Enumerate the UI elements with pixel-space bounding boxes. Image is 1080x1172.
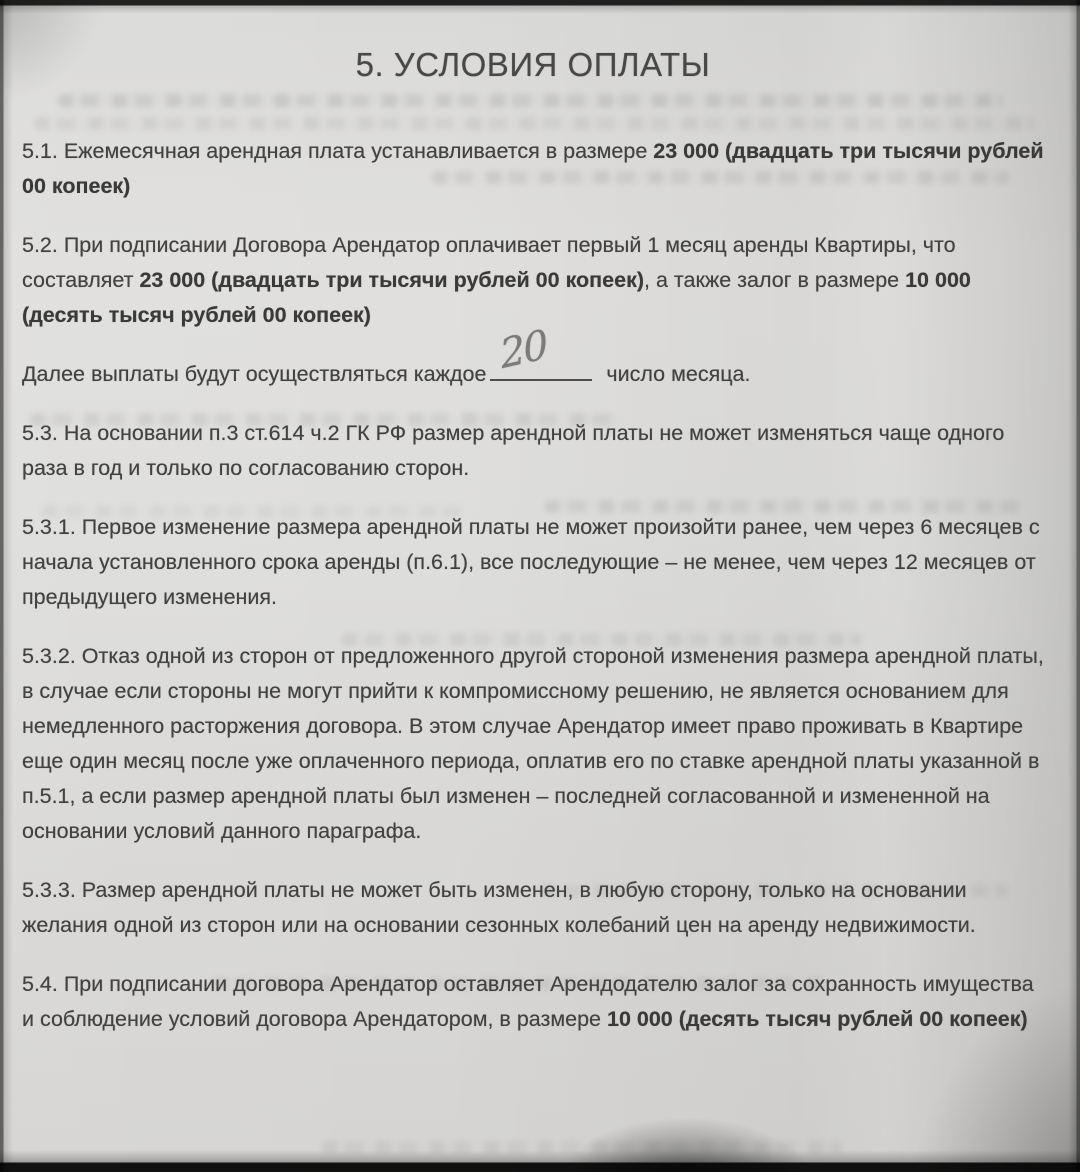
clause-text: 10 000 (десять тысяч рублей 00 копеек) — [22, 268, 971, 327]
clause-paragraph — [22, 321, 1044, 392]
clause-paragraph — [22, 134, 1044, 204]
clause-text: 5.3.1. Первое изменение размера арендной платы не может произойти ранее, чем через 6 месяцев с начала установленного срока аренды (п.6.1), все последующие – не менее, чем через 12 месяцев от предыдущего изменения. — [22, 515, 1040, 609]
clause-text: 5.3.3. Размер арендной платы не может быть изменен, в любую сторону, только на основании желания одной из сторон или на основании сезонных колебаний цен на аренду недвижимости. — [22, 878, 976, 937]
clause-text: 23 000 (двадцать три тысячи рублей 00 копеек) — [139, 268, 644, 292]
clause-paragraph — [22, 639, 1044, 849]
section-title: 5. УСЛОВИЯ ОПЛАТЫ — [355, 46, 711, 83]
clause-text: 5.1. Ежемесячная арендная плата устанавливается в размере — [22, 139, 654, 163]
clause-paragraph — [22, 510, 1044, 615]
clause-paragraph — [22, 416, 1044, 486]
clauses — [22, 134, 1044, 1037]
clause-text: число месяца. — [606, 362, 751, 386]
clause-text: , а также залог в размере — [644, 268, 906, 292]
clause-text: 5.4. При подписании договора Арендатор оставляет Арендодателю залог за сохранность имущества и соблюдение условий договора Арендатором, в размере — [22, 972, 1034, 1031]
clause-paragraph — [22, 967, 1044, 1037]
clause-paragraph — [22, 873, 1044, 943]
clause-text: Далее выплаты будут осуществляться каждое — [22, 362, 487, 386]
clause-text: 5.3.2. Отказ одной из сторон от предложенного другой стороной изменения размера арендной платы, в случае если стороны не могут прийти к компромиссному решению, не является основанием для немедленного расторжения договора. В этом случае Арендатор имеет право проживать в Квартире еще один месяц после уже оплаченного периода, оплатив его по ставке арендной платы указанной в п.5.1, а если размер арендной платы был изменен – последней согласованной и измененной на основании условий данного параграфа. — [22, 644, 1044, 843]
clause-text: 10 000 (десять тысяч рублей 00 копеек) — [606, 1007, 1028, 1031]
clause-text: 5.2. При подписании Договора Арендатор оплачивает первый 1 месяц аренды Квартиры, что составляет — [22, 233, 956, 292]
fill-in-blank-line — [490, 321, 592, 381]
handwritten-day: 20 — [498, 321, 550, 379]
clause-text: 23 000 (двадцать три тысячи рублей 00 копеек) — [22, 139, 1044, 198]
clause-paragraph — [22, 228, 1044, 333]
clause-text: 5.3. На основании п.3 ст.614 ч.2 ГК РФ размер арендной платы не может изменяться чаще одного раза в год и только по согласованию сторон. — [22, 421, 1005, 480]
